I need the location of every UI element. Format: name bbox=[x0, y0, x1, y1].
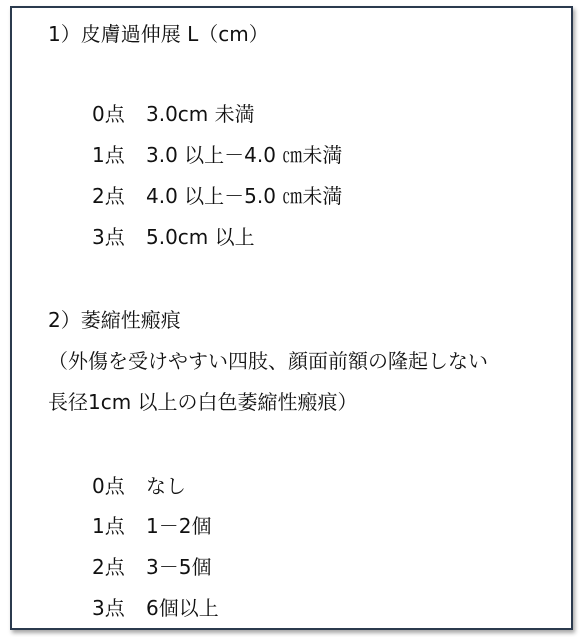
score-row bbox=[92, 102, 255, 126]
score-row bbox=[92, 225, 255, 249]
score-point: 0点 bbox=[92, 474, 125, 498]
score-criteria: なし bbox=[146, 474, 186, 498]
score-criteria: 3.0 以上－4.0 ㎝未満 bbox=[146, 143, 343, 167]
score-point: 1点 bbox=[92, 143, 125, 167]
score-criteria: 5.0cm 以上 bbox=[146, 225, 255, 249]
section2-note: （外傷を受けやすい四肢、顔面前額の隆起しない bbox=[48, 349, 488, 373]
section1-heading: 1）皮膚過伸展 L（cm） bbox=[48, 22, 269, 46]
criteria-box bbox=[10, 6, 573, 630]
score-criteria: 1－2個 bbox=[146, 514, 212, 538]
score-row bbox=[92, 184, 342, 208]
score-point: 0点 bbox=[92, 102, 125, 126]
score-point: 2点 bbox=[92, 184, 125, 208]
score-criteria: 3.0cm 未満 bbox=[146, 102, 255, 126]
section2-note: 長径1cm 以上の白色萎縮性瘢痕） bbox=[48, 390, 358, 414]
score-criteria: 6個以上 bbox=[146, 596, 219, 620]
section2-heading: 2）萎縮性瘢痕 bbox=[48, 308, 181, 332]
score-point: 3点 bbox=[92, 596, 125, 620]
score-row bbox=[92, 514, 211, 538]
score-point: 2点 bbox=[92, 555, 125, 579]
score-point: 1点 bbox=[92, 514, 125, 538]
score-row bbox=[92, 474, 186, 498]
score-point: 3点 bbox=[92, 225, 125, 249]
score-row bbox=[92, 555, 211, 579]
score-criteria: 4.0 以上－5.0 ㎝未満 bbox=[146, 184, 343, 208]
score-row bbox=[92, 596, 219, 620]
score-row bbox=[92, 143, 342, 167]
score-criteria: 3－5個 bbox=[146, 555, 212, 579]
